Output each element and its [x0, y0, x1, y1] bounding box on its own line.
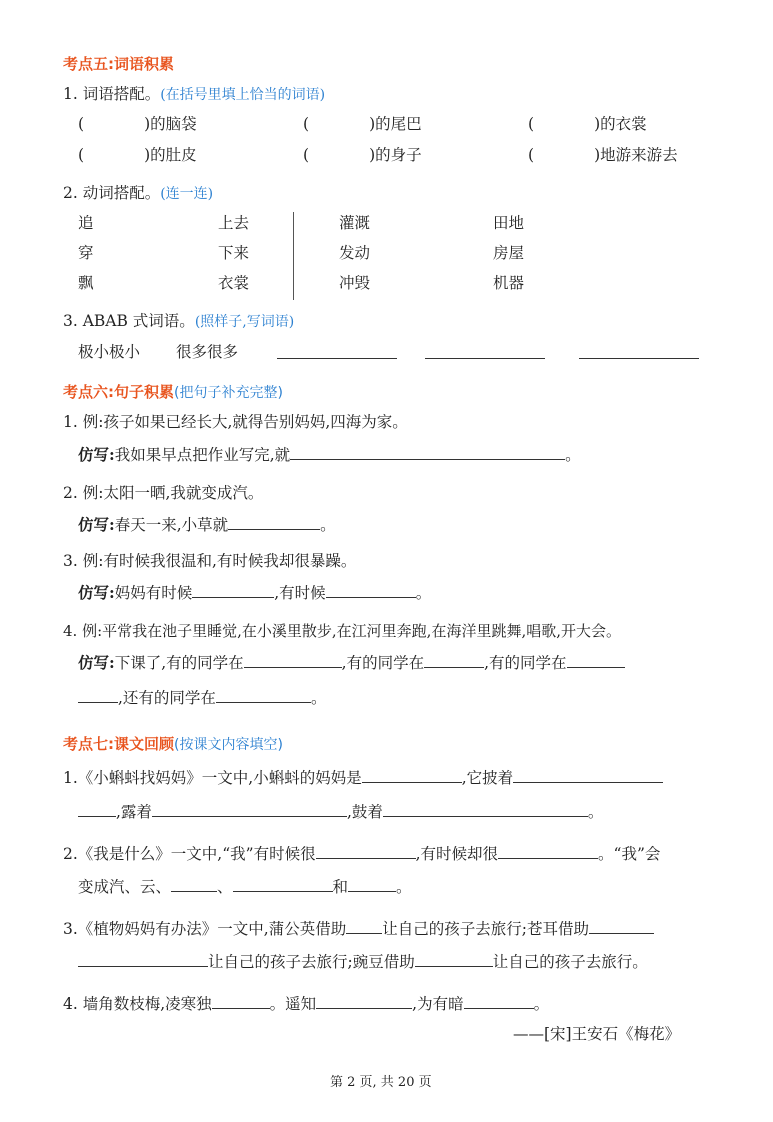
answer-blank[interactable]: [348, 876, 396, 892]
review-text: 让自己的孩子去旅行。: [492, 953, 648, 971]
section-note: (把句子补充完整): [174, 385, 283, 401]
review-text: 1.《小蝌蚪找妈妈》一文中,小蝌蚪的妈妈是: [63, 769, 362, 787]
collocation-text: 的脑袋: [150, 115, 197, 133]
imitate-text: 我如果早点把作业写完,就: [114, 446, 291, 464]
paren-left: (: [528, 115, 535, 133]
review-text: 4. 墙角数枝梅,凌寒独: [63, 995, 212, 1013]
collocation-2: [303, 114, 422, 134]
match-left-b-2: 下来: [218, 244, 250, 262]
collocation-1: [78, 114, 197, 134]
answer-blank[interactable]: [78, 801, 116, 817]
abab-example-1: 极小极小: [78, 343, 141, 361]
review-text: 2.《我是什么》一文中,“我”有时候很: [63, 845, 316, 863]
answer-blank[interactable]: [425, 343, 545, 359]
match-right-a-3: 冲毁: [339, 274, 371, 292]
match-right-b-3: 机器: [493, 274, 525, 292]
answer-blank[interactable]: [277, 343, 397, 359]
answer-blank[interactable]: [192, 582, 274, 598]
poem-source: ——[宋]王安石《梅花》: [513, 1025, 681, 1043]
answer-blank[interactable]: [316, 843, 416, 859]
paren-right: ): [369, 115, 376, 133]
match-left-a-1: 追: [78, 214, 94, 232]
imitate-label: 仿写:: [78, 583, 115, 602]
abab-example-2: 很多很多: [176, 343, 239, 361]
question-3-hint: (照样子,写词语): [194, 314, 295, 330]
imitate-end: 。: [310, 689, 327, 707]
imitate-end: 。: [415, 584, 432, 602]
match-right-a-2: 发动: [339, 244, 371, 262]
match-left-b-1: 上去: [218, 214, 250, 232]
paren-left: (: [78, 115, 85, 133]
imitate-text: ,还有的同学在: [118, 689, 216, 707]
collocation-text: 的尾巴: [375, 115, 422, 133]
imitate-text: 春天一来,小草就: [114, 516, 229, 534]
answer-blank[interactable]: [212, 993, 270, 1009]
paren-right: ): [594, 115, 601, 133]
answer-blank[interactable]: [513, 767, 663, 783]
paren-right: ): [594, 146, 601, 164]
answer-blank[interactable]: [498, 843, 598, 859]
section-note: (按课文内容填空): [174, 737, 283, 753]
imitate-label: 仿写:: [78, 653, 115, 672]
collocation-text: 的身子: [375, 146, 422, 164]
paren-left: (: [303, 146, 310, 164]
review-4: [63, 993, 549, 1014]
paren-left: (: [78, 146, 85, 164]
answer-blank[interactable]: [244, 652, 342, 668]
sentence-example-4: 4. 例:平常我在池子里睡觉,在小溪里散步,在江河里奔跑,在海洋里跳舞,唱歌,开大会。: [63, 622, 621, 640]
collocation-3: [528, 114, 647, 134]
review-text: ,为有暗: [412, 995, 464, 1013]
question-2-head: 2. 动词搭配。: [63, 184, 161, 202]
review-1-cont: [78, 801, 603, 822]
section-title-5: 考点五:词语积累: [63, 55, 174, 73]
match-left-a-3: 飘: [78, 274, 94, 292]
answer-blank[interactable]: [579, 343, 699, 359]
divider: [293, 212, 294, 300]
collocation-5: [303, 145, 422, 165]
sentence-imitate-3: [78, 582, 431, 603]
page-footer: 第 2 页, 共 20 页: [330, 1075, 432, 1090]
sentence-example-2: 2. 例:太阳一晒,我就变成汽。: [63, 484, 264, 502]
review-text: 让自己的孩子去旅行;苍耳借助: [382, 920, 589, 938]
section-title-7: [63, 733, 283, 754]
answer-blank[interactable]: [415, 951, 493, 967]
answer-blank[interactable]: [216, 687, 311, 703]
answer-blank[interactable]: [290, 444, 565, 460]
review-text: 让自己的孩子去旅行;豌豆借助: [208, 953, 415, 971]
answer-blank[interactable]: [362, 767, 462, 783]
answer-blank[interactable]: [326, 582, 416, 598]
question-3-head: 3. ABAB 式词语。: [63, 312, 195, 330]
paren-right: ): [144, 115, 151, 133]
review-3-cont: [78, 951, 648, 972]
review-1: [63, 767, 663, 788]
imitate-end: 。: [320, 516, 336, 534]
imitate-label: 仿写:: [78, 515, 115, 534]
sentence-example-3: 3. 例:有时候我很温和,有时候我却很暴躁。: [63, 552, 357, 570]
paren-right: ): [144, 146, 151, 164]
review-text: 、: [217, 878, 233, 896]
answer-blank[interactable]: [78, 951, 208, 967]
question-1-head: 1. 词语搭配。: [63, 85, 161, 103]
imitate-text: ,有时候: [274, 584, 326, 602]
answer-blank[interactable]: [228, 514, 320, 530]
section-title-6: [63, 381, 283, 402]
answer-blank[interactable]: [346, 918, 382, 934]
answer-blank[interactable]: [171, 876, 217, 892]
sentence-example-1: 1. 例:孩子如果已经长大,就得告别妈妈,四海为家。: [63, 413, 408, 431]
answer-blank[interactable]: [464, 993, 534, 1009]
answer-blank[interactable]: [424, 652, 484, 668]
review-text: ,鼓着: [346, 803, 383, 821]
collocation-text: 地游来游去: [600, 146, 678, 164]
sentence-imitate-4: [78, 652, 625, 673]
review-text: 。“我”会: [598, 845, 661, 863]
collocation-text: 的肚皮: [150, 146, 197, 164]
review-text: 。: [587, 803, 604, 821]
review-2-cont: [78, 876, 412, 897]
paren-left: (: [303, 115, 310, 133]
question-3: [63, 311, 294, 332]
sentence-imitate-2: [78, 514, 336, 535]
collocation-6: [528, 145, 678, 165]
match-right-b-1: 田地: [493, 214, 525, 232]
question-1: [63, 84, 325, 105]
imitate-label: 仿写:: [78, 445, 115, 464]
review-text: 。遥知: [269, 995, 317, 1013]
section-title-text: 考点六:句子积累: [63, 383, 174, 401]
answer-blank[interactable]: [567, 652, 625, 668]
match-left-a-2: 穿: [78, 244, 94, 262]
imitate-text: 妈妈有时候: [114, 584, 193, 602]
match-left-b-3: 衣裳: [218, 274, 250, 292]
review-text: 3.《植物妈妈有办法》一文中,蒲公英借助: [63, 920, 347, 938]
question-2-hint: (连一连): [160, 186, 214, 202]
review-text: 。: [396, 878, 412, 896]
paren-left: (: [528, 146, 535, 164]
review-2: [63, 843, 660, 864]
review-text: 和: [332, 878, 349, 896]
answer-blank[interactable]: [78, 687, 118, 703]
question-1-hint: (在括号里填上恰当的词语): [160, 87, 326, 103]
answer-blank[interactable]: [383, 801, 588, 817]
imitate-end: 。: [565, 446, 581, 464]
match-right-b-2: 房屋: [493, 244, 525, 262]
collocation-4: [78, 145, 197, 165]
collocation-text: 的衣裳: [600, 115, 647, 133]
paren-right: ): [369, 146, 376, 164]
review-text: ,有时候却很: [415, 845, 499, 863]
answer-blank[interactable]: [152, 801, 347, 817]
answer-blank[interactable]: [316, 993, 412, 1009]
section-title-text: 考点七:课文回顾: [63, 735, 174, 753]
sentence-imitate-1: [78, 444, 581, 465]
review-text: 。: [533, 995, 550, 1013]
sentence-imitate-4-cont: [78, 687, 326, 708]
review-text: ,露着: [116, 803, 152, 821]
imitate-text: 下课了,有的同学在: [114, 654, 244, 672]
question-2: [63, 183, 213, 204]
imitate-text: ,有的同学在: [484, 654, 567, 672]
review-text: 变成汽、云、: [78, 878, 172, 896]
match-right-a-1: 灌溉: [339, 214, 371, 232]
answer-blank[interactable]: [589, 918, 654, 934]
imitate-text: ,有的同学在: [341, 654, 425, 672]
review-3: [63, 918, 654, 939]
answer-blank[interactable]: [233, 876, 333, 892]
review-text: ,它披着: [461, 769, 514, 787]
